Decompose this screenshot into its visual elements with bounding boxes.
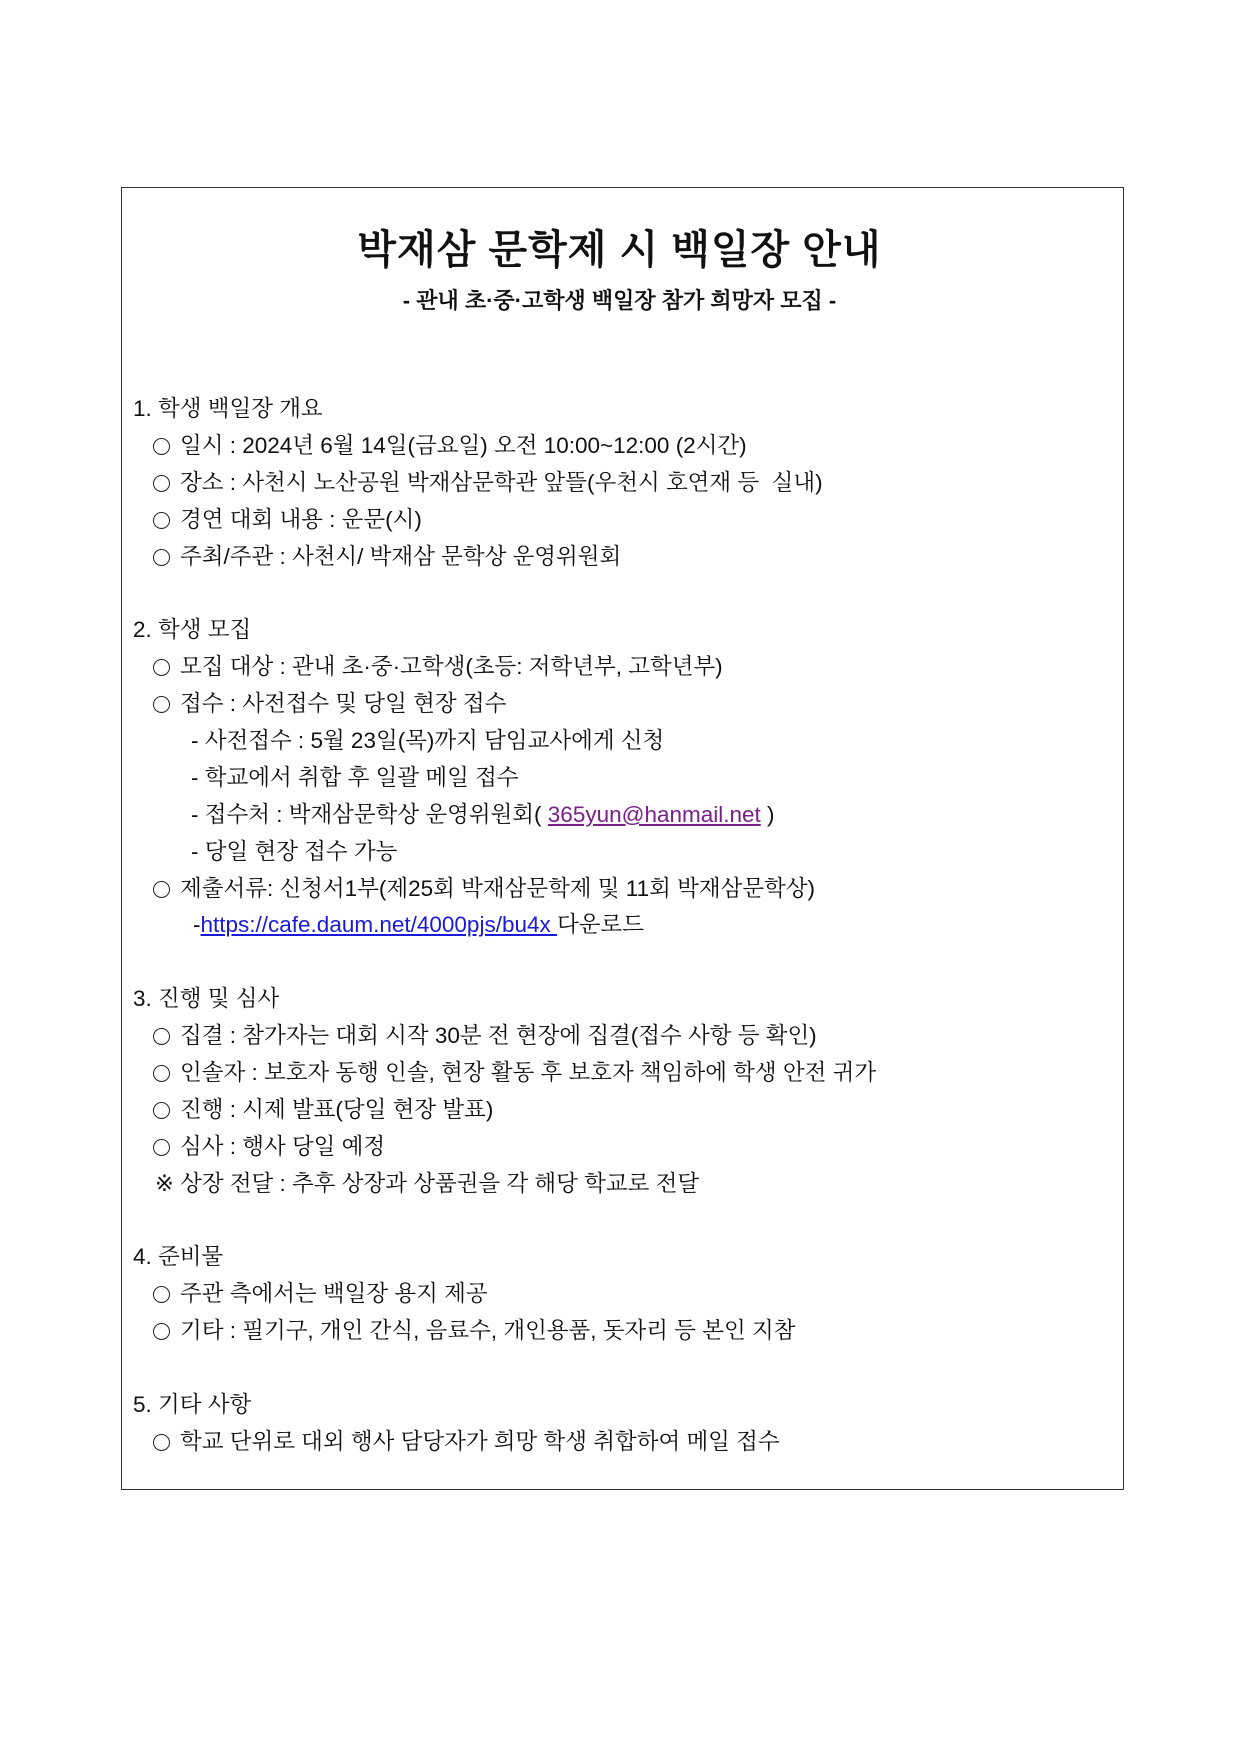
circle-bullet-icon [153, 1065, 170, 1082]
page-title: 박재삼 문학제 시 백일장 안내 [357, 228, 882, 272]
list-item: 일시 : 2024년 6월 14일(금요일) 오전 10:00~12:00 (2시간) [133, 428, 876, 465]
list-item: 주최/주관 : 사천시/ 박재삼 문학상 운영위원회 [133, 539, 876, 576]
list-item: 제출서류: 신청서1부(제25회 박재삼문학제 및 11회 박재삼문학상) [133, 871, 876, 908]
list-item: 모집 대상 : 관내 초·중·고학생(초등: 저학년부, 고학년부) [133, 649, 876, 686]
page-subtitle: - 관내 초·중·고학생 백일장 참가 희망자 모집 - [402, 288, 837, 313]
circle-bullet-icon [153, 1434, 170, 1451]
note: ※ 상장 전달 : 추후 상장과 상품권을 각 해당 학교로 전달 [155, 1170, 700, 1196]
section-heading: 2. 학생 모집 [133, 617, 252, 643]
section-heading: 1. 학생 백일장 개요 [133, 396, 323, 421]
list-item: 주관 측에서는 백일장 용지 제공 [133, 1276, 876, 1313]
list-item: 심사 : 행사 당일 예정 [133, 1129, 876, 1166]
list-item: 접수 : 사전접수 및 당일 현장 접수 [133, 686, 876, 723]
section-heading: 4. 준비물 [133, 1244, 224, 1270]
list-item: 집결 : 참가자는 대회 시작 30분 전 현장에 집결(접수 사항 등 확인) [133, 1018, 876, 1055]
download-line: -https://cafe.daum.net/4000pjs/bu4x 다운로드 [193, 912, 644, 938]
document-body [133, 391, 876, 1461]
list-item: 진행 : 시제 발표(당일 현장 발표) [133, 1092, 876, 1129]
download-link[interactable]: https://cafe.daum.net/4000pjs/bu4x [200, 912, 557, 938]
list-item: 장소 : 사천시 노산공원 박재삼문학관 앞뜰(우천시 호연재 등 실내) [133, 465, 876, 502]
circle-bullet-icon [153, 659, 170, 676]
email-link[interactable]: 365yun@hanmail.net [547, 801, 761, 827]
sub-item: - 사전접수 : 5월 23일(목)까지 담임교사에게 신청 [191, 728, 665, 754]
circle-bullet-icon [153, 1139, 170, 1156]
sub-item: - 접수처 : 박재삼문학상 운영위원회( 365yun@hanmail.net ) [191, 801, 775, 827]
circle-bullet-icon [153, 438, 170, 455]
sub-item: - 당일 현장 접수 가능 [191, 838, 398, 864]
section-heading: 5. 기타 사항 [133, 1392, 252, 1418]
list-item: 인솔자 : 보호자 동행 인솔, 현장 활동 후 보호자 책임하에 학생 안전 귀가 [133, 1055, 876, 1092]
circle-bullet-icon [153, 881, 170, 898]
circle-bullet-icon [153, 696, 170, 713]
list-item: 학교 단위로 대외 행사 담당자가 희망 학생 취합하여 메일 접수 [133, 1424, 876, 1461]
list-item: 경연 대회 내용 : 운문(시) [133, 502, 876, 539]
circle-bullet-icon [153, 549, 170, 566]
sub-item: - 학교에서 취합 후 일괄 메일 접수 [191, 764, 519, 790]
circle-bullet-icon [153, 512, 170, 529]
circle-bullet-icon [153, 1286, 170, 1303]
circle-bullet-icon [153, 475, 170, 492]
circle-bullet-icon [153, 1323, 170, 1340]
list-item: 기타 : 필기구, 개인 간식, 음료수, 개인용품, 돗자리 등 본인 지참 [133, 1313, 876, 1350]
circle-bullet-icon [153, 1102, 170, 1119]
circle-bullet-icon [153, 1028, 170, 1045]
section-heading: 3. 진행 및 심사 [133, 986, 280, 1012]
